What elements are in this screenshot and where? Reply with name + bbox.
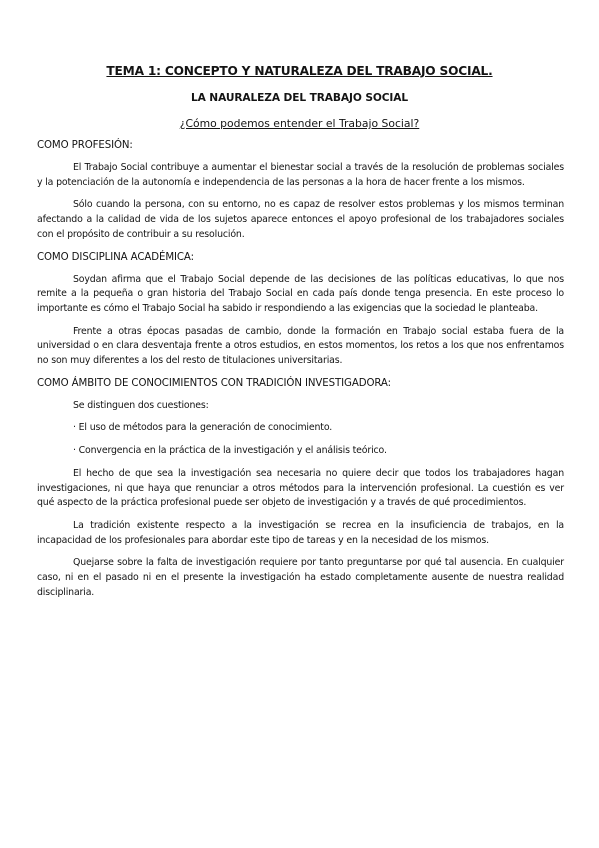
document-body: [37, 139, 564, 608]
section-heading: COMO PROFESIÓN:: [37, 140, 133, 151]
section-disciplina-academica: [37, 251, 564, 369]
paragraph: Quejarse sobre la falta de investigación requiere por tanto preguntarse por qué tal ausencia. En cualquier caso, ni en el pasado ni en el presente la investigación ha estado completamente ausente de nuestra realidad disciplinaria.: [37, 557, 564, 598]
section-heading: COMO ÁMBITO DE CONOCIMIENTOS CON TRADICIÓN INVESTIGADORA:: [37, 377, 391, 389]
document-question: ¿Cómo podemos entender el Trabajo Social?: [179, 117, 420, 130]
section-tradicion-investigadora: [37, 377, 564, 601]
list-item: · Convergencia en la práctica de la investigación y el análisis teórico.: [73, 445, 387, 457]
section-profesion: [37, 139, 564, 243]
paragraph: Sólo cuando la persona, con su entorno, no es capaz de resolver estos problemas y los mismos terminan afectando a la calidad de vida de los sujetos aparece entonces el apoyo profesional de los trabajadores sociales con el propósito de contribuir a su resolución.: [37, 199, 564, 240]
document-title: TEMA 1: CONCEPTO Y NATURALEZA DEL TRABAJO SOCIAL.: [106, 64, 493, 78]
list-item: · El uso de métodos para la generación de conocimiento.: [73, 422, 333, 434]
paragraph: La tradición existente respecto a la investigación se recrea en la insuficiencia de trabajos, en la incapacidad de los profesionales para abordar este tipo de tareas y en la necesidad de los mismos.: [37, 519, 564, 546]
paragraph: Soydan afirma que el Trabajo Social depende de las decisiones de las políticas educativas, lo que nos remite a la pequeña o gran historia del Trabajo Social en cada país donde tenga presencia. En este proceso lo importante es cómo el Trabajo Social ha sabido ir respondiendo a las exigencias que la sociedad le planteaba.: [37, 273, 564, 314]
paragraph: El Trabajo Social contribuye a aumentar el bienestar social a través de la resolución de problemas sociales y la potenciación de la autonomía e independencia de las personas a la hora de hacer frente a los mismos.: [37, 162, 564, 188]
document-subtitle: LA NAURALEZA DEL TRABAJO SOCIAL: [190, 92, 409, 104]
paragraph: El hecho de que sea la investigación sea necesaria no quiere decir que todos los trabajadores hagan investigaciones, ni que haya que renunciar a otros métodos para la intervención profesional. La cuestión es ver qué aspecto de la práctica profesional puede ser objeto de investigación y a través de qué procedimientos.: [37, 467, 564, 509]
paragraph: Frente a otras épocas pasadas de cambio, donde la formación en Trabajo social estaba fuera de la universidad o en clara desventaja frente a otros estudios, en estos momentos, los retos a los que nos enfrentamos no son muy diferentes a los del resto de titulaciones universitarias.: [37, 325, 564, 367]
section-intro: Se distinguen dos cuestiones:: [73, 399, 209, 411]
section-heading: COMO DISCIPLINA ACADÉMICA:: [37, 251, 194, 263]
